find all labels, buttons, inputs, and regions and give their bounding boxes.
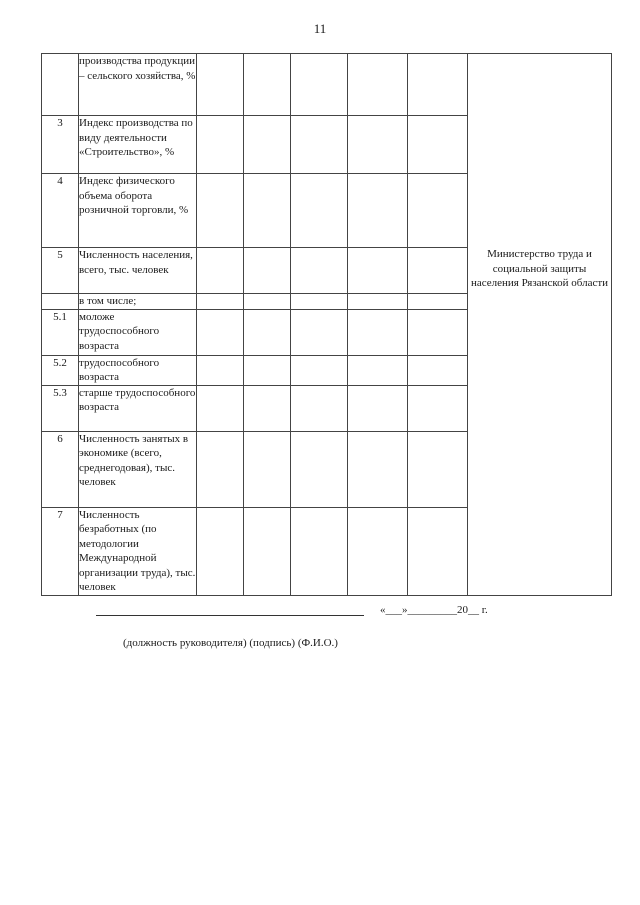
row-number: 5.2 xyxy=(42,355,79,385)
value-cell xyxy=(408,174,468,248)
value-cell xyxy=(197,294,244,310)
value-cell xyxy=(244,355,291,385)
value-cell xyxy=(244,54,291,116)
indicator-name: Индекс физического объема оборота розничной торговли, % xyxy=(79,174,197,248)
value-cell xyxy=(408,431,468,507)
value-cell xyxy=(348,309,408,355)
value-cell xyxy=(244,294,291,310)
row-number: 4 xyxy=(42,174,79,248)
responsible-organization-cell xyxy=(468,54,612,596)
signature-caption: (должность руководителя) (подпись) (Ф.И.О.) xyxy=(123,637,338,649)
value-cell xyxy=(291,309,348,355)
signature-underline xyxy=(96,615,364,616)
value-cell xyxy=(408,355,468,385)
value-cell xyxy=(244,248,291,294)
indicator-name: Численность населения, всего, тыс. человек xyxy=(79,248,197,294)
indicators-table xyxy=(41,53,612,596)
value-cell xyxy=(408,248,468,294)
value-cell xyxy=(348,431,408,507)
value-cell xyxy=(348,54,408,116)
value-cell xyxy=(408,54,468,116)
indicator-name: моложе трудоспособного возраста xyxy=(79,309,197,355)
value-cell xyxy=(244,309,291,355)
value-cell xyxy=(197,248,244,294)
value-cell xyxy=(197,116,244,174)
page-number: 11 xyxy=(313,21,327,36)
value-cell xyxy=(408,116,468,174)
value-cell xyxy=(197,309,244,355)
value-cell xyxy=(348,294,408,310)
responsible-organization: Министерство труда и социальной защиты населения Рязанской области xyxy=(470,248,609,289)
indicator-name: старше трудоспособного возраста xyxy=(79,385,197,431)
value-cell xyxy=(197,54,244,116)
value-cell xyxy=(291,385,348,431)
row-number: 6 xyxy=(42,431,79,507)
value-cell xyxy=(348,116,408,174)
value-cell xyxy=(291,174,348,248)
value-cell xyxy=(291,355,348,385)
row-number: 7 xyxy=(42,507,79,595)
value-cell xyxy=(291,294,348,310)
value-cell xyxy=(408,385,468,431)
indicator-name: в том числе; xyxy=(79,294,197,310)
value-cell xyxy=(244,116,291,174)
indicator-name: трудоспособного возраста xyxy=(79,355,197,385)
value-cell xyxy=(291,54,348,116)
signature-date: «___»_________20__ г. xyxy=(380,604,488,616)
value-cell xyxy=(408,309,468,355)
value-cell xyxy=(244,385,291,431)
value-cell xyxy=(291,431,348,507)
value-cell xyxy=(348,355,408,385)
indicator-name: Численность занятых в экономике (всего, среднегодовая), тыс. человек xyxy=(79,431,197,507)
value-cell xyxy=(244,507,291,595)
row-number: 5 xyxy=(42,248,79,294)
value-cell xyxy=(197,431,244,507)
indicator-name: Индекс производства по виду деятельности «Строительство», % xyxy=(79,116,197,174)
row-number: 3 xyxy=(42,116,79,174)
value-cell xyxy=(348,385,408,431)
row-number xyxy=(42,54,79,116)
row-number: 5.3 xyxy=(42,385,79,431)
row-number xyxy=(42,294,79,310)
value-cell xyxy=(348,174,408,248)
value-cell xyxy=(197,507,244,595)
value-cell xyxy=(291,507,348,595)
indicator-name: производства продукции – сельского хозяйства, % xyxy=(79,54,197,116)
value-cell xyxy=(348,507,408,595)
value-cell xyxy=(348,248,408,294)
value-cell xyxy=(244,431,291,507)
row-number: 5.1 xyxy=(42,309,79,355)
value-cell xyxy=(197,385,244,431)
indicator-name: Численность безработных (по методологии Международной организации труда), тыс. человек xyxy=(79,508,196,593)
value-cell xyxy=(408,507,468,595)
value-cell xyxy=(244,174,291,248)
value-cell xyxy=(197,174,244,248)
signature-line xyxy=(96,604,488,616)
value-cell xyxy=(197,355,244,385)
value-cell xyxy=(408,294,468,310)
value-cell xyxy=(291,116,348,174)
value-cell xyxy=(291,248,348,294)
table-row xyxy=(42,54,612,116)
